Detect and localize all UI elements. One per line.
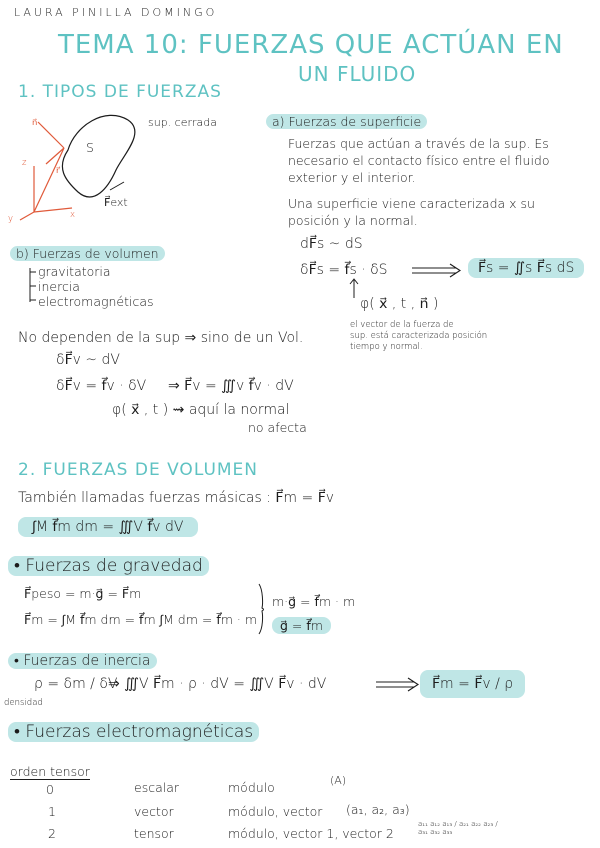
volume-text: No dependen de la sup ⇒ sino de un Vol. bbox=[18, 330, 304, 346]
surface-note-1: el vector de la fuerza de bbox=[350, 320, 454, 330]
volume-item-2: inercia bbox=[38, 279, 80, 294]
gravity-right-2-text: g⃗ = f⃗m bbox=[272, 617, 331, 634]
surface-result bbox=[468, 260, 584, 276]
section1-heading: 1. TIPOS DE FUERZAS bbox=[18, 82, 222, 102]
page-title-line2: UN FLUIDO bbox=[298, 62, 417, 86]
arrow-implies-1 bbox=[412, 264, 462, 278]
page-title: TEMA 10: FUERZAS QUE ACTÚAN EN bbox=[58, 30, 564, 60]
axis-y-label: y bbox=[8, 214, 14, 224]
section2-intro-eq bbox=[18, 518, 198, 535]
volume-eq-3: ⇒ F⃗v = ∭v f⃗v · dV bbox=[168, 378, 294, 394]
gravity-heading bbox=[8, 556, 209, 576]
region-label: S bbox=[86, 140, 94, 155]
gravity-brace bbox=[258, 584, 266, 634]
axis-z-label: z bbox=[22, 158, 27, 168]
list-bracket bbox=[28, 268, 38, 304]
tensor-row-2-comp: a₁₁ a₁₂ a₁₃ / a₂₁ a₂₂ a₂₃ / a₃₁ a₃₂ a₃₃ bbox=[418, 820, 498, 836]
surface-eq-2: δF⃗s = f⃗s · δS bbox=[300, 262, 388, 278]
gravity-heading-text: • Fuerzas de gravedad bbox=[8, 556, 209, 576]
volume-forces-heading bbox=[10, 246, 165, 261]
surface-text-line-5: posición y la normal. bbox=[288, 213, 418, 228]
tensor-row-2-order: 2 bbox=[48, 826, 56, 841]
external-force-label: F⃗ext bbox=[104, 196, 128, 209]
normal-vector-label: n⃗ bbox=[32, 118, 38, 128]
tensor-row-0-desc: módulo bbox=[228, 780, 275, 795]
gravity-eq-2: F⃗m = ∫M f⃗m dm = f⃗m ∫M dm = f⃗m · m bbox=[24, 612, 257, 627]
volume-item-3: electromagnéticas bbox=[38, 294, 154, 309]
arrow-implies-2 bbox=[376, 678, 420, 692]
tensor-row-1-comp: (a₁, a₂, a₃) bbox=[346, 802, 410, 817]
volume-eq-2: δF⃗v = f⃗v · δV bbox=[56, 378, 147, 394]
gravity-eq-1: F⃗peso = m·g⃗ = F⃗m bbox=[24, 586, 142, 601]
tensor-row-0-name: escalar bbox=[134, 780, 180, 795]
gravity-right-1: m·g⃗ = f⃗m · m bbox=[272, 594, 356, 609]
surface-forces-heading-text: a) Fuerzas de superficie bbox=[266, 114, 427, 129]
author-name: LAURA PINILLA DOMINGO bbox=[14, 6, 218, 19]
em-heading-text: • Fuerzas electromagnéticas bbox=[8, 722, 259, 742]
surface-phi: φ( x⃗ , t , n⃗ ) bbox=[360, 296, 439, 312]
section2-heading: 2. FUERZAS DE VOLUMEN bbox=[18, 460, 259, 480]
volume-forces-heading-text: b) Fuerzas de volumen bbox=[10, 246, 165, 261]
closed-surface-label: sup. cerrada bbox=[148, 116, 218, 129]
section2-intro: También llamadas fuerzas másicas : F⃗m = F⃗v bbox=[18, 490, 335, 506]
axis-x-label: x bbox=[70, 210, 76, 220]
tensor-row-2-desc: módulo, vector 1, vector 2 bbox=[228, 826, 394, 841]
gravity-right-2 bbox=[272, 618, 331, 633]
surface-result-text: F⃗s = ∬s F⃗s dS bbox=[468, 258, 584, 278]
surface-note-3: tiempo y normal. bbox=[350, 342, 423, 352]
tensor-row-1-name: vector bbox=[134, 804, 174, 819]
surface-note-2: sup. está caracterizada posición bbox=[350, 331, 488, 341]
up-arrow-1 bbox=[348, 278, 360, 298]
inertia-heading bbox=[8, 652, 157, 669]
position-vector-label: r⃗ bbox=[56, 166, 60, 176]
tensor-row-0-order: 0 bbox=[46, 782, 54, 797]
surface-text-line-4: Una superficie viene caracterizada x su bbox=[288, 196, 535, 211]
inertia-rho-label: densidad bbox=[4, 698, 43, 708]
inertia-heading-text: • Fuerzas de inercia bbox=[8, 653, 157, 669]
surface-text-line-2: necesario el contacto físico entre el fluido bbox=[288, 153, 550, 168]
volume-eq-1: δF⃗v ~ dV bbox=[56, 352, 120, 368]
section2-intro-eq-text: ∫M f⃗m dm = ∭V f⃗v dV bbox=[18, 517, 198, 537]
surface-forces-heading bbox=[266, 114, 427, 129]
tensor-table-header: orden tensor bbox=[10, 764, 90, 779]
inertia-eq: ⇒ ∭V F⃗m · ρ · dV = ∭V F⃗v · dV bbox=[108, 676, 327, 692]
volume-phi: φ( x⃗ , t ) ⇝ aquí la normal bbox=[112, 402, 290, 418]
inertia-result-text: F⃗m = F⃗v / ρ bbox=[420, 670, 525, 698]
inertia-rho: ρ = δm / δV bbox=[34, 676, 118, 692]
tensor-row-2-name: tensor bbox=[134, 826, 174, 841]
tensor-row-1-desc: módulo, vector bbox=[228, 804, 323, 819]
volume-phi-2: no afecta bbox=[248, 420, 307, 435]
inertia-result bbox=[420, 670, 525, 698]
surface-text-line-1: Fuerzas que actúan a través de la sup. Es bbox=[288, 136, 549, 151]
surface-diagram bbox=[20, 108, 160, 218]
surface-text-line-3: exterior y el interior. bbox=[288, 170, 416, 185]
volume-item-1: gravitatoria bbox=[38, 264, 111, 279]
tensor-row-1-order: 1 bbox=[48, 804, 56, 819]
tensor-row-0-comp: (A) bbox=[330, 774, 347, 787]
surface-eq-1: dF⃗s ~ dS bbox=[300, 236, 363, 252]
em-heading bbox=[8, 722, 259, 742]
